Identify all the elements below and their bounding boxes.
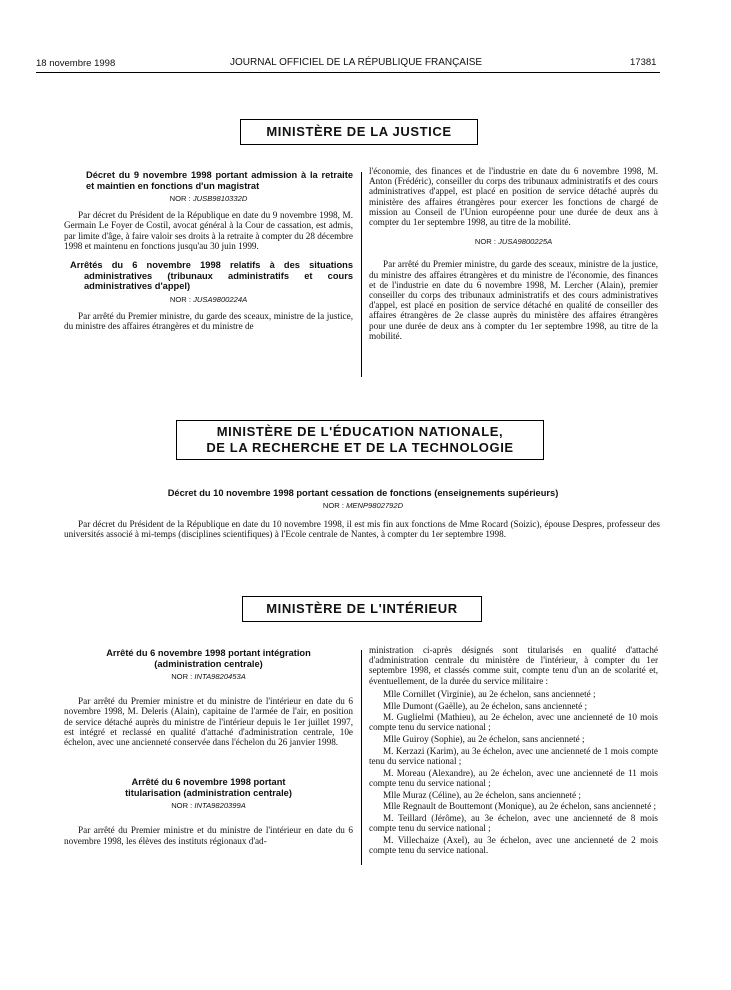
header-page: 17381 bbox=[630, 57, 657, 68]
interieur-a2-title: Arrêté du 6 novembre 1998 portant titularisation (administration centrale) bbox=[125, 777, 292, 798]
justice-right-column bbox=[369, 166, 658, 341]
ministry-education-heading bbox=[176, 420, 544, 460]
list-item: M. Guglielmi (Mathieu), au 2e échelon, avec une ancienneté de 10 mois compte tenu du service national ; bbox=[369, 712, 658, 733]
nor-label: NOR : bbox=[322, 500, 344, 510]
interieur-a2-nor bbox=[64, 801, 353, 811]
list-item: M. Kerzazi (Karim), au 3e échelon, avec une ancienneté de 1 mois compte tenu du service national ; bbox=[369, 745, 658, 767]
ministry-interieur-heading bbox=[242, 596, 482, 622]
education-body: Par décret du Président de la République en date du 10 novembre 1998, il est mis fin aux fonctions de Mme Rocard (Soizic), épouse Despres, professeur des universités associé à mi-temps (disciplines scientifiques) à l'Ecole centrale de Nantes, à compter du 1er septembre 1998. bbox=[64, 518, 660, 539]
interieur-a2-body: Par arrêté du Premier ministre et du ministre de l'intérieur en date du 6 novembre 1998, les élèves des instituts régionaux d'ad- bbox=[64, 825, 353, 846]
nor-label: NOR : bbox=[171, 672, 193, 681]
justice-arretes-nor bbox=[64, 295, 353, 305]
interieur-right-column bbox=[369, 645, 658, 857]
nor-code: JUSB9810332D bbox=[192, 194, 248, 203]
interieur-a1-title: Arrêté du 6 novembre 1998 portant intégration (administration centrale) bbox=[106, 648, 311, 669]
justice-arretes-body: Par arrêté du Premier ministre, du garde des sceaux, ministre de la justice, du ministre des affaires étrangères et du ministre de bbox=[64, 310, 353, 331]
justice-decret-nor bbox=[64, 194, 353, 204]
education-section bbox=[66, 488, 660, 539]
nor-code: INTA9820399A bbox=[194, 801, 246, 811]
justice-right-body-1: l'économie, des finances et de l'industrie en date du 6 novembre 1998, M. Anton (Frédéric), conseiller du corps des tribunaux administratifs et des cours administratives d'appel, est placé en position de service détaché auprès du ministère des affaires étrangères pour exercer les fonctions de chargé de mission au Conseil de l'Union européenne pour une durée de deux ans à compter du 1er septembre 1998, au titre de la mobilité. bbox=[369, 166, 658, 228]
justice-right-body-2: Par arrêté du Premier ministre, du garde des sceaux, ministre de la justice, du ministre des affaires étrangères et du ministre de l'économie, des finances et de l'industrie en date du 6 novembre 1998, M. Lercher (Alain), premier conseiller du corps des tribunaux administratifs et des cours administratives d'appel, est placé en position de service détaché en qualité de conseiller des affaires étrangères de 2e classe auprès du ministère des affaires étrangères pour une durée de deux ans à compter du 1er septembre 1998, au titre de la mobilité. bbox=[369, 259, 658, 341]
justice-arretes-title: Arrêtés du 6 novembre 1998 relatifs à des situations administratives (tribunaux administratifs et cours administratives d'appel) bbox=[70, 260, 353, 292]
education-decret-title: Décret du 10 novembre 1998 portant cessation de fonctions (enseignements supérieurs) bbox=[167, 488, 559, 498]
education-nor bbox=[66, 501, 660, 511]
ministry-education-title-line1: MINISTÈRE DE L'ÉDUCATION NATIONALE, bbox=[216, 424, 504, 439]
header-rule bbox=[36, 72, 660, 73]
ministry-justice-title: MINISTÈRE DE LA JUSTICE bbox=[266, 124, 452, 139]
nor-label: NOR : bbox=[169, 294, 191, 304]
ministry-interieur-title: MINISTÈRE DE L'INTÉRIEUR bbox=[266, 601, 458, 616]
list-item: Mlle Dumont (Gaëlle), au 2e échelon, sans ancienneté ; bbox=[383, 700, 588, 711]
nor-code: JUSA9800225A bbox=[498, 237, 553, 247]
justice-right-nor bbox=[369, 237, 658, 247]
justice-column-divider bbox=[361, 172, 362, 377]
interieur-right-intro: ministration ci-après désignés sont titularisés en qualité d'attaché d'administration centrale du ministère de l'intérieur, à compter du 1er septembre 1998, et classés comme suit, compte tenu d'un an de scolarité et, éventuellement, de la durée du service militaire : bbox=[369, 645, 658, 686]
interieur-column-divider bbox=[361, 650, 362, 865]
nor-code: JUSA9800224A bbox=[193, 294, 248, 304]
list-item: M. Teillard (Jérôme), au 3e échelon, avec une ancienneté de 8 mois compte tenu du service national ; bbox=[369, 813, 658, 834]
nor-label: NOR : bbox=[171, 801, 193, 811]
nor-label: NOR : bbox=[169, 194, 191, 203]
list-item: Mlle Regnault de Bouttemont (Monique), au 2e échelon, sans ancienneté ; bbox=[383, 801, 656, 812]
justice-left-column bbox=[64, 170, 353, 331]
list-item: Mlle Guiroy (Sophie), au 2e échelon, sans ancienneté ; bbox=[383, 734, 585, 745]
interieur-a1-nor bbox=[64, 672, 353, 682]
nor-label: NOR : bbox=[474, 237, 496, 247]
justice-decret-body: Par décret du Président de la République en date du 9 novembre 1998, M. Germain Le Foyer de Costil, avocat général à la Cour de cassation, est admis, par limite d'âge, à faire valoir ses droits à la retraite à compter du 28 décembre 1998 et maintenu en fonctions jusqu'au 30 juin 1999. bbox=[64, 210, 353, 251]
list-item: M. Villechaize (Axel), au 3e échelon, avec une ancienneté de 2 mois compte tenu du service national. bbox=[369, 834, 658, 856]
header-date: 18 novembre 1998 bbox=[36, 58, 116, 69]
nor-code: MENP9802792D bbox=[346, 500, 404, 510]
ministry-justice-heading bbox=[240, 119, 478, 145]
justice-decret-title: Décret du 9 novembre 1998 portant admission à la retraite et maintien en fonctions d'un magistrat bbox=[86, 170, 353, 191]
interieur-a1-body: Par arrêté du Premier ministre et du ministre de l'intérieur en date du 6 novembre 1998, M. Deleris (Alain), capitaine de l'armée de l'air, en position de service détaché auprès du ministre de l'intérieur depuis le 1er juillet 1997, est intégré et reclassé en qualité d'attaché d'administration centrale, 10e échelon, avec une ancienneté conservée dans l'échelon du 26 janvier 1998. bbox=[64, 696, 353, 748]
list-item: M. Moreau (Alexandre), au 2e échelon, avec une ancienneté de 11 mois compte tenu du service national ; bbox=[369, 767, 658, 788]
nor-code: INTA9820453A bbox=[194, 672, 246, 681]
list-item: Mlle Cornillet (Virginie), au 2e échelon, sans ancienneté ; bbox=[383, 688, 596, 699]
header-journal: JOURNAL OFFICIEL DE LA RÉPUBLIQUE FRANÇAISE bbox=[230, 57, 483, 68]
ministry-education-title-line2: DE LA RECHERCHE ET DE LA TECHNOLOGIE bbox=[206, 440, 514, 455]
list-item: Mlle Muraz (Céline), au 2e échelon, sans ancienneté ; bbox=[383, 789, 581, 800]
interieur-left-column bbox=[64, 648, 353, 846]
